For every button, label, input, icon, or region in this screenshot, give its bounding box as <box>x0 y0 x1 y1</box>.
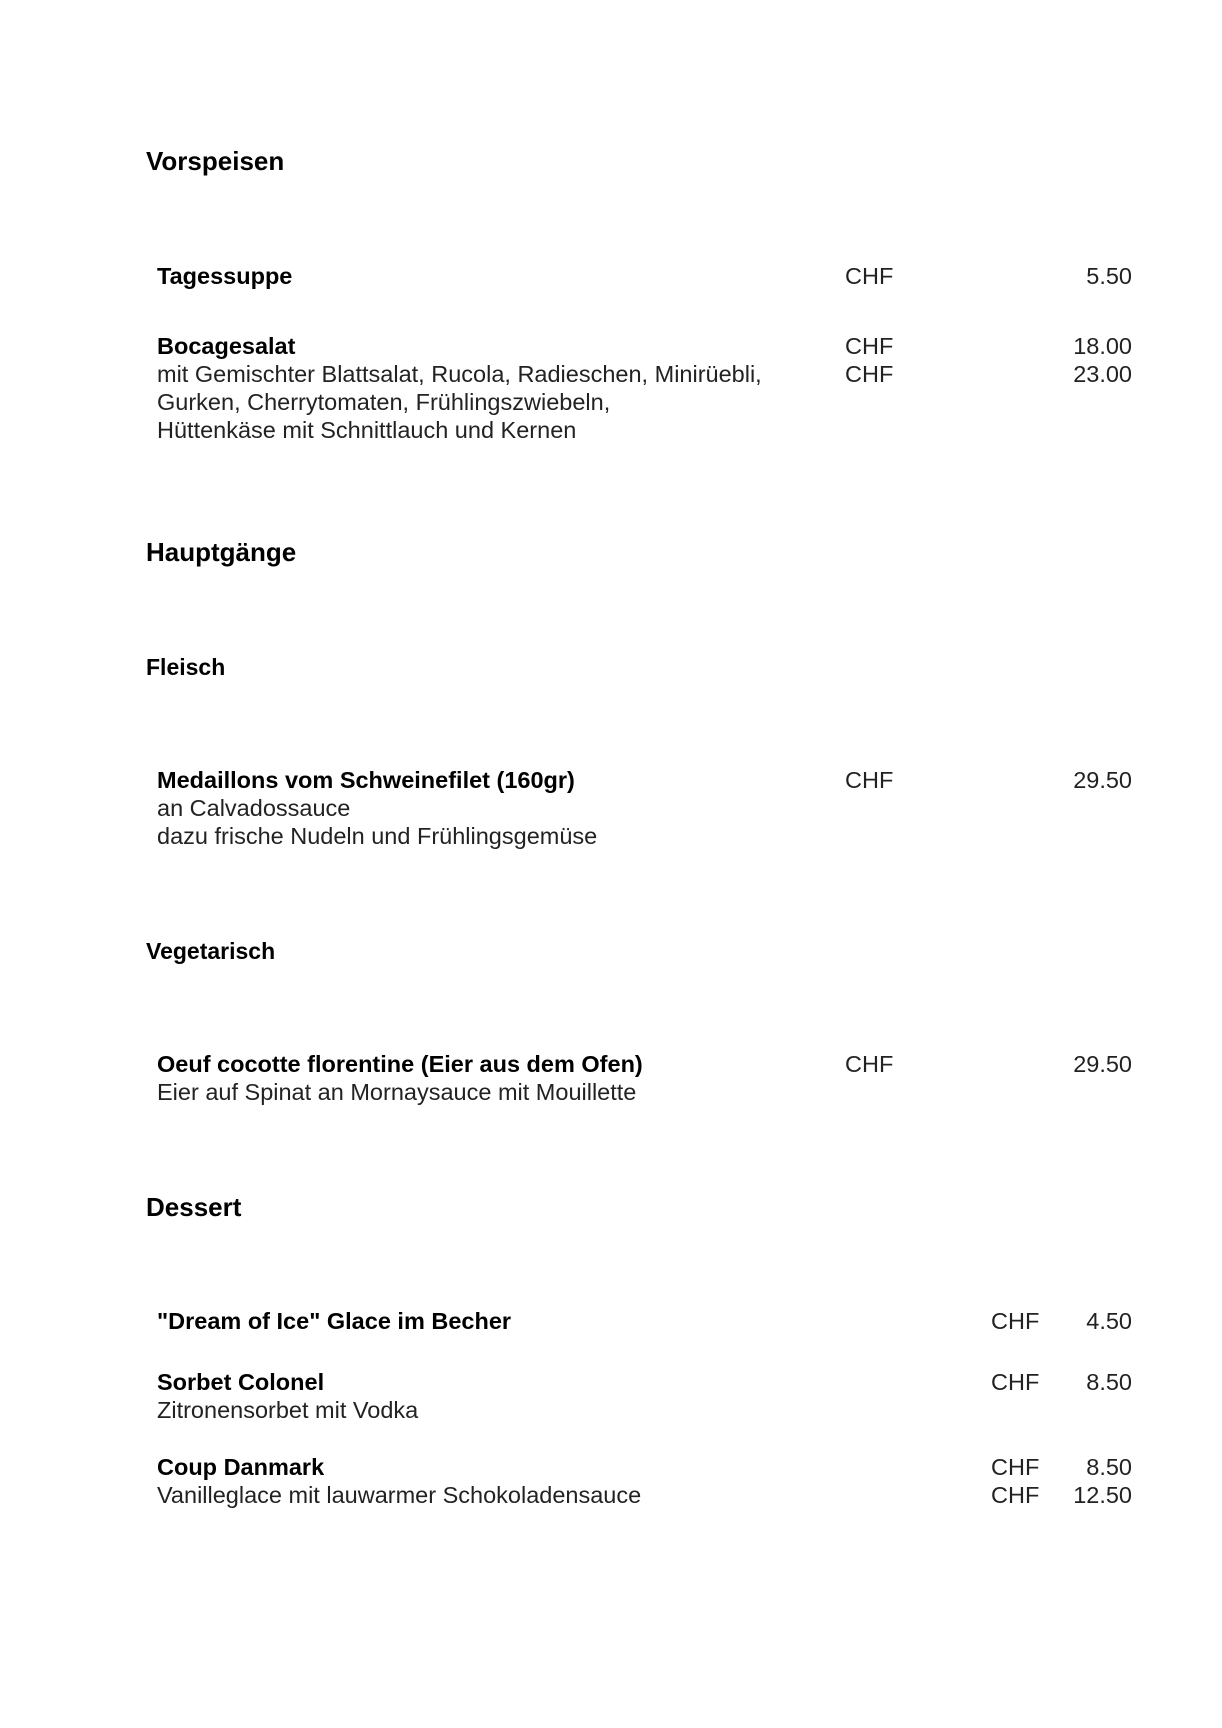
currency-label: CHF <box>845 767 894 793</box>
item-desc-line: mit Gemischter Blattsalat, Rucola, Radieschen, Minirüebli, <box>157 361 762 387</box>
item-desc-line: Hüttenkäse mit Schnittlauch und Kernen <box>157 417 577 443</box>
item-name-tagessuppe: Tagessuppe <box>157 263 293 289</box>
price-oeuf-cocotte: 29.50 <box>1073 1051 1132 1077</box>
item-desc-line: Eier auf Spinat an Mornaysauce mit Mouillette <box>157 1079 637 1105</box>
currency-label: CHF <box>991 1369 1040 1395</box>
price-dream-of-ice: 4.50 <box>1086 1308 1132 1334</box>
item-desc-line: Zitronensorbet mit Vodka <box>157 1397 419 1423</box>
currency-label: CHF <box>845 333 894 359</box>
item-name-bocagesalat: Bocagesalat <box>157 333 296 359</box>
currency-label: CHF <box>991 1482 1040 1508</box>
section-heading-hauptgaenge: Hauptgänge <box>146 537 297 567</box>
item-desc-line: an Calvadossauce <box>157 795 351 821</box>
item-desc-line: Vanilleglace mit lauwarmer Schokoladensauce <box>157 1482 642 1508</box>
price-coup-danmark-small: 8.50 <box>1086 1454 1132 1480</box>
price-medaillons: 29.50 <box>1073 767 1132 793</box>
subsection-heading-fleisch: Fleisch <box>146 654 226 680</box>
section-heading-vorspeisen: Vorspeisen <box>146 146 285 176</box>
item-name-sorbet-colonel: Sorbet Colonel <box>157 1369 325 1395</box>
item-name-dream-of-ice: "Dream of Ice" Glace im Becher <box>157 1308 512 1334</box>
currency-label: CHF <box>991 1454 1040 1480</box>
item-desc-line: Gurken, Cherrytomaten, Frühlingszwiebeln, <box>157 389 611 415</box>
price-tagessuppe: 5.50 <box>1086 263 1132 289</box>
price-coup-danmark-large: 12.50 <box>1073 1482 1132 1508</box>
subsection-heading-vegetarisch: Vegetarisch <box>146 938 276 964</box>
item-name-oeuf-cocotte: Oeuf cocotte florentine (Eier aus dem Ofen) <box>157 1051 643 1077</box>
item-desc-line: dazu frische Nudeln und Frühlingsgemüse <box>157 823 598 849</box>
currency-label: CHF <box>845 1051 894 1077</box>
price-bocagesalat-large: 23.00 <box>1073 361 1132 387</box>
section-heading-dessert: Dessert <box>146 1192 242 1222</box>
price-bocagesalat-small: 18.00 <box>1073 333 1132 359</box>
item-name-coup-danmark: Coup Danmark <box>157 1454 325 1480</box>
currency-label: CHF <box>845 263 894 289</box>
price-sorbet-colonel: 8.50 <box>1086 1369 1132 1395</box>
currency-label: CHF <box>991 1308 1040 1334</box>
currency-label: CHF <box>845 361 894 387</box>
item-name-medaillons: Medaillons vom Schweinefilet (160gr) <box>157 767 575 793</box>
